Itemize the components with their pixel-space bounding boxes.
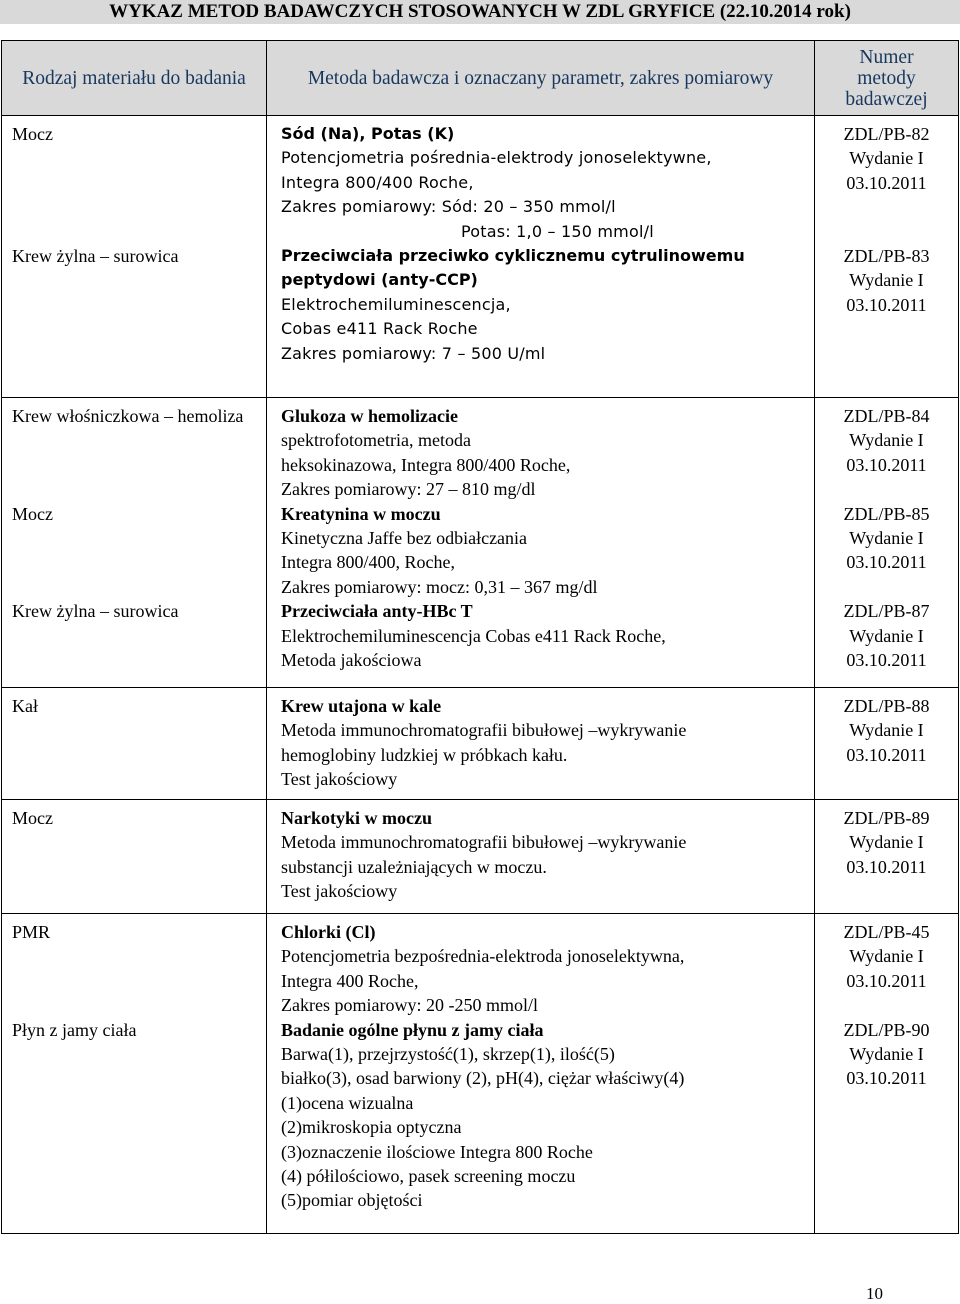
method-code: ZDL/PB-89 [843, 808, 930, 828]
number-cell [815, 116, 959, 398]
method-line: Barwa(1), przejrzystość(1), skrzep(1), ilość(5) [281, 1044, 615, 1064]
method-line: Integra 800/400, Roche, [281, 552, 455, 573]
header-number: Numer metody badawczej [815, 41, 959, 116]
header-material: Rodzaj materiału do badania [2, 41, 267, 116]
material-cell [2, 800, 267, 914]
table-row [2, 688, 959, 800]
method-line: Zakres pomiarowy: 27 – 810 mg/dl [281, 479, 536, 500]
method-code: ZDL/PB-83 [843, 246, 930, 266]
material-entry [12, 599, 260, 672]
method-line: Metoda jakościowa [281, 650, 422, 670]
material-label: Krew włośniczkowa – hemoliza [12, 406, 244, 426]
method-entry [281, 806, 810, 904]
method-code: ZDL/PB-45 [843, 922, 930, 942]
header-method: Metoda badawcza i oznaczany parametr, zakres pomiarowy [267, 41, 815, 116]
material-entry [12, 806, 260, 904]
table-row [2, 398, 959, 688]
edition-date: 03.10.2011 [846, 970, 927, 991]
method-title: Glukoza w hemolizacie [281, 406, 458, 426]
method-cell [267, 800, 815, 914]
method-title: Krew utajona w kale [281, 696, 442, 716]
table-row [2, 116, 959, 398]
method-title: Przeciwciała anty-HBc T [281, 601, 473, 622]
method-line: Potencjometria pośrednia-elektrody jonoselektywne, [281, 148, 712, 168]
method-cell [267, 688, 815, 800]
material-cell [2, 914, 267, 1234]
edition-date: 03.10.2011 [846, 1068, 927, 1089]
material-entry [12, 502, 260, 600]
method-title: Przeciwciała przeciwko cyklicznemu cytrulinowemu peptydowi (anty-CCP) [281, 246, 745, 290]
method-line: Cobas e411 Rack Roche [281, 319, 478, 339]
method-code: ZDL/PB-84 [843, 406, 930, 426]
method-code: ZDL/PB-88 [843, 696, 930, 716]
edition-date: 03.10.2011 [846, 552, 927, 573]
material-entry [12, 244, 260, 366]
method-number-entry [819, 694, 954, 792]
method-line: (2)mikroskopia optyczna [281, 1117, 462, 1138]
method-number-entry [819, 244, 954, 366]
material-entry [12, 920, 260, 1018]
edition-label: Wydanie I [849, 946, 924, 967]
edition-label: Wydanie I [849, 148, 924, 169]
method-entry [281, 1018, 810, 1213]
material-entry [12, 404, 260, 502]
table-row [2, 800, 959, 914]
method-line: spektrofotometria, metoda [281, 430, 471, 451]
method-line: Potencjometria bezpośrednia-elektroda jonoselektywna, [281, 946, 685, 967]
edition-label: Wydanie I [849, 832, 924, 853]
method-entry [281, 244, 810, 366]
edition-date: 03.10.2011 [846, 454, 927, 475]
page-number: 10 [866, 1284, 883, 1303]
method-line: Zakres pomiarowy: 7 – 500 U/ml [281, 343, 546, 363]
method-entry [281, 404, 810, 502]
method-line: Metoda immunochromatografii bibułowej –wykrywanie [281, 832, 687, 853]
material-cell [2, 688, 267, 800]
method-line: Test jakościowy [281, 769, 398, 790]
method-line: Integra 400 Roche, [281, 970, 419, 991]
method-entry [281, 502, 810, 600]
material-label: Mocz [12, 503, 53, 524]
number-cell [815, 914, 959, 1234]
edition-date: 03.10.2011 [846, 294, 927, 315]
edition-date: 03.10.2011 [846, 744, 927, 765]
material-entry [12, 1018, 260, 1213]
method-entry [281, 920, 810, 1018]
method-line: heksokinazowa, Integra 800/400 Roche, [281, 454, 571, 475]
method-title: Kreatynina w moczu [281, 503, 441, 524]
edition-date: 03.10.2011 [846, 172, 927, 193]
material-label: Mocz [12, 808, 53, 828]
material-label: PMR [12, 922, 51, 942]
method-entry [281, 599, 810, 672]
method-line: hemoglobiny ludzkiej w próbkach kału. [281, 744, 568, 765]
table-header-row [2, 41, 959, 116]
edition-label: Wydanie I [849, 625, 924, 646]
material-cell [2, 398, 267, 688]
edition-date: 03.10.2011 [846, 856, 927, 877]
methods-table [1, 40, 959, 1234]
number-cell [815, 398, 959, 688]
method-number-entry [819, 1018, 954, 1213]
method-title: Badanie ogólne płynu z jamy ciała [281, 1019, 544, 1040]
method-title: Narkotyki w moczu [281, 808, 432, 828]
material-label: Krew żylna – surowica [12, 601, 179, 622]
material-entry [12, 122, 260, 244]
method-cell [267, 116, 815, 398]
material-cell [2, 116, 267, 398]
method-line: (1)ocena wizualna [281, 1092, 414, 1113]
method-line: Zakres pomiarowy: Sód: 20 – 350 mmol/l [281, 197, 616, 217]
number-cell [815, 800, 959, 914]
method-number-entry [819, 599, 954, 672]
edition-label: Wydanie I [849, 720, 924, 741]
method-line: Integra 800/400 Roche, [281, 172, 474, 192]
method-code: ZDL/PB-85 [843, 503, 930, 524]
method-number-entry [819, 122, 954, 244]
method-line: (3)oznaczenie ilościowe Integra 800 Roche [281, 1141, 593, 1162]
number-cell [815, 688, 959, 800]
material-label: Mocz [12, 124, 53, 144]
method-number-entry [819, 920, 954, 1018]
method-cell [267, 914, 815, 1234]
material-label: Krew żylna – surowica [12, 246, 179, 266]
table-body [2, 116, 959, 1234]
method-line: Zakres pomiarowy: mocz: 0,31 – 367 mg/dl [281, 576, 598, 597]
method-title: Chlorki (Cl) [281, 922, 376, 942]
method-line: białko(3), osad barwiony (2), pH(4), ciężar właściwy(4) [281, 1068, 685, 1089]
method-line: Zakres pomiarowy: 20 -250 mmol/l [281, 995, 538, 1016]
method-code: ZDL/PB-90 [843, 1019, 930, 1040]
method-line: (5)pomiar objętości [281, 1190, 423, 1211]
edition-label: Wydanie I [849, 1044, 924, 1064]
material-label: Płyn z jamy ciała [12, 1019, 137, 1040]
edition-date: 03.10.2011 [846, 650, 927, 670]
method-title: Sód (Na), Potas (K) [281, 124, 455, 143]
method-cell [267, 398, 815, 688]
method-number-entry [819, 404, 954, 502]
method-line: Test jakościowy [281, 881, 398, 902]
edition-label: Wydanie I [849, 430, 924, 451]
method-line: Kinetyczna Jaffe bez odbiałczania [281, 528, 528, 548]
method-line: (4) półilościowo, pasek screening moczu [281, 1166, 576, 1187]
method-number-entry [819, 806, 954, 904]
method-line: Metoda immunochromatografii bibułowej –wykrywanie [281, 720, 687, 741]
document-title: WYKAZ METOD BADAWCZYCH STOSOWANYCH W ZDL GRYFICE (22.10.2014 rok) [0, 0, 960, 24]
method-code: ZDL/PB-82 [843, 124, 930, 144]
material-label: Kał [12, 696, 38, 716]
table-row [2, 914, 959, 1234]
edition-label: Wydanie I [849, 528, 924, 548]
edition-label: Wydanie I [849, 270, 924, 291]
material-entry [12, 694, 260, 792]
method-entry [281, 122, 810, 244]
method-line: substancji uzależniających w moczu. [281, 856, 547, 877]
method-line: Elektrochemiluminescencja, [281, 294, 511, 314]
method-line: Potas: 1,0 – 150 mmol/l [461, 221, 654, 241]
method-code: ZDL/PB-87 [843, 601, 930, 622]
method-line: Elektrochemiluminescencja Cobas e411 Rack Roche, [281, 625, 666, 646]
method-number-entry [819, 502, 954, 600]
method-entry [281, 694, 810, 792]
